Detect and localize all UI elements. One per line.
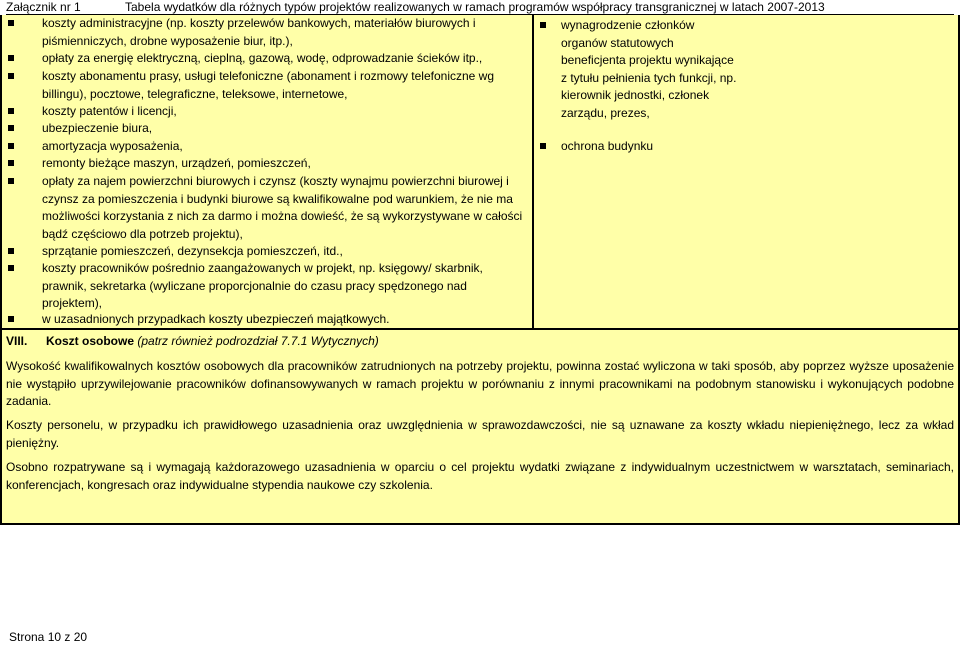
section-name: Koszt osobowe [46, 334, 135, 348]
bullet-square-icon [8, 178, 14, 184]
paragraph: Wysokość kwalifikowalnych kosztów osobowych dla pracowników zatrudnionych na potrzeby projektu, powinna zostać wyliczona w taki sposób, aby poprzez wyższe uposażenie nie wystąpiło uprzywilejowanie pracowników dofinansowywanych w ramach projektu w porównaniu z innymi pracownikami na podobnym stanowisku i wykonujących podobne zadania. [6, 359, 954, 408]
list-item: opłaty za najem powierzchni biurowych i czynsz (koszty wynajmu powierzchni biurowej i czynsz za pomieszczenia i budynki biurowe są kwalifikowalne pod warunkiem, że nie ma możliwości korzystania z nich za darmo i można dowieść, że są wykorzystywane w całości bądź częściowo dla potrzeb projektu), [8, 173, 530, 243]
bullet-square-icon [8, 108, 14, 114]
attachment-label: Załącznik nr 1 [6, 0, 81, 14]
bullet-square-icon [8, 265, 14, 271]
table-left-border [0, 15, 2, 525]
bullet-square-icon [540, 143, 546, 149]
list-item: ochrona budynku [540, 138, 740, 156]
list-item: remonty bieżące maszyn, urządzeń, pomieszczeń, [8, 155, 513, 173]
section-number: VIII. [6, 334, 28, 348]
list-item: amortyzacja wyposażenia, [8, 138, 513, 156]
list-item: koszty patentów i licencji, [8, 103, 513, 121]
table-bottom-border [0, 523, 960, 525]
bullet-square-icon [8, 73, 14, 79]
list-item: koszty abonamentu prasy, usługi telefoniczne (abonament i rozmowy telefoniczne wg billingu), pocztowe, telegraficzne, teleksowe, internetowe, [8, 68, 513, 103]
paragraph: Osobno rozpatrywane są i wymagają każdorazowego uzasadnienia w oparciu o cel projektu wydatki związane z indywidualnym uczestnictwem w warsztatach, seminariach, konferencjach, kongresach oraz indywidualne stypendia naukowe czy szkolenia. [6, 460, 954, 492]
paragraph: Koszty personelu, w przypadku ich prawidłowego uzasadnienia oraz uwzględnienia w sprawozdawczości, nie są uznawane za koszty wkładu niepieniężnego, lecz za wkład pieniężny. [6, 418, 954, 450]
section-reference: (patrz również podrozdział 7.7.1 Wytycznych) [137, 334, 379, 348]
page-number: Strona 10 z 20 [9, 630, 88, 644]
bullet-square-icon [8, 316, 14, 322]
table-title: Tabela wydatków dla różnych typów projektów realizowanych w ramach programów współpracy transgranicznej w latach 2007-2013 [125, 0, 825, 14]
list-item: opłaty za energię elektryczną, cieplną, gazową, wodę, odprowadzanie ścieków itp., [8, 50, 518, 68]
section-heading [6, 333, 379, 350]
bullet-square-icon [8, 143, 14, 149]
bullet-square-icon [8, 248, 14, 254]
bullet-square-icon [8, 20, 14, 26]
list-item: sprzątanie pomieszczeń, dezynsekcja pomieszczeń, itd., [8, 243, 513, 261]
document-header [6, 0, 954, 16]
list-item: wynagrodzenie członków organów statutowych beneficjenta projektu wynikające z tytułu pełnienia tych funkcji, np. kierownik jednostki, członek zarządu, prezes, [540, 17, 740, 122]
list-item: ubezpieczenie biura, [8, 120, 513, 138]
list-item: w uzasadnionych przypadkach koszty ubezpieczeń majątkowych. [8, 311, 513, 329]
bullet-square-icon [8, 160, 14, 166]
column-divider [532, 15, 534, 328]
bullet-square-icon [8, 55, 14, 61]
list-item: koszty administracyjne (np. koszty przelewów bankowych, materiałów biurowych i piśmienniczych, drobne wyposażenie biur, itp.), [8, 15, 513, 50]
list-item: koszty pracowników pośrednio zaangażowanych w projekt, np. księgowy/ skarbnik, prawnik, sekretarka (wyliczane proporcjonalnie do czasu pracy spędzonego nad projektem), [8, 260, 508, 313]
bullet-square-icon [540, 22, 546, 28]
bullet-square-icon [8, 125, 14, 131]
